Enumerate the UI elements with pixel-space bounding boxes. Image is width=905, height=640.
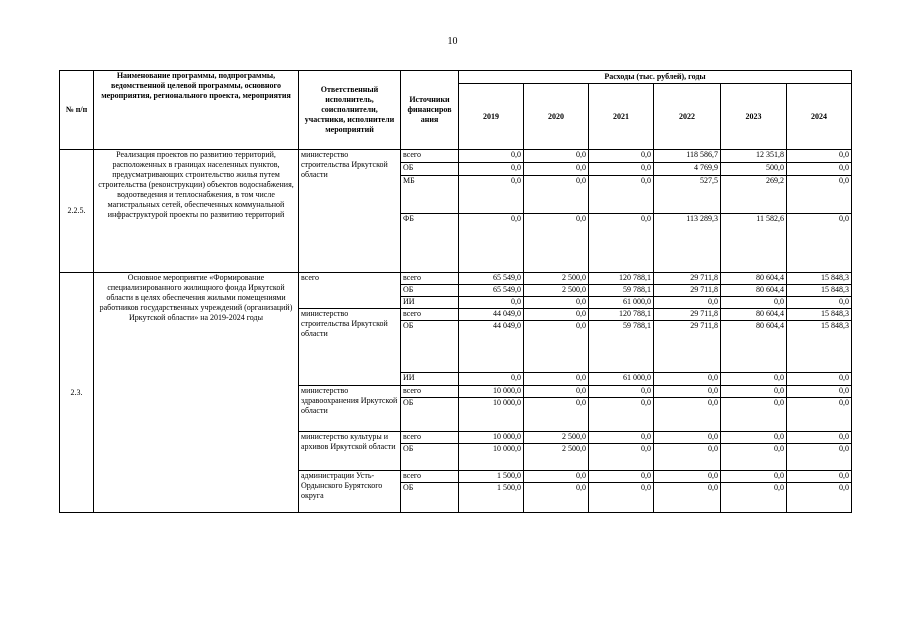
funding-source: ИИ	[401, 373, 459, 386]
expense-value: 0,0	[787, 386, 852, 398]
funding-source: ФБ	[401, 214, 459, 273]
responsible-executor: всего	[299, 273, 401, 309]
expense-value: 15 848,3	[787, 309, 852, 321]
expense-value: 0,0	[589, 163, 654, 176]
expense-value: 0,0	[459, 163, 524, 176]
expense-value: 0,0	[721, 483, 787, 513]
expense-value: 120 788,1	[589, 273, 654, 285]
expense-value: 0,0	[654, 373, 721, 386]
expense-value: 2 500,0	[524, 444, 589, 471]
expense-value: 0,0	[787, 471, 852, 483]
expense-value: 0,0	[787, 214, 852, 273]
expense-value: 0,0	[654, 471, 721, 483]
expense-value: 2 500,0	[524, 432, 589, 444]
expense-value: 500,0	[721, 163, 787, 176]
expense-value: 0,0	[524, 398, 589, 432]
expense-value: 0,0	[589, 483, 654, 513]
responsible-executor: министерство культуры и архивов Иркутской области	[299, 432, 401, 471]
expense-value: 11 582,6	[721, 214, 787, 273]
expense-value: 0,0	[589, 432, 654, 444]
expense-value: 0,0	[524, 150, 589, 163]
expense-value: 2 500,0	[524, 273, 589, 285]
funding-source: всего	[401, 386, 459, 398]
expense-value: 61 000,0	[589, 297, 654, 309]
expense-value: 0,0	[524, 386, 589, 398]
header-sources: Источники финансиров ания	[401, 71, 459, 150]
expense-value: 0,0	[787, 432, 852, 444]
funding-source: МБ	[401, 176, 459, 214]
responsible-executor: министерство строительства Иркутской области	[299, 150, 401, 273]
expense-value: 0,0	[524, 483, 589, 513]
row-number: 2.3.	[60, 273, 94, 513]
expense-value: 0,0	[589, 176, 654, 214]
expense-value: 0,0	[459, 297, 524, 309]
expense-value: 0,0	[787, 444, 852, 471]
expense-value: 10 000,0	[459, 444, 524, 471]
expense-value: 0,0	[524, 471, 589, 483]
expense-value: 113 289,3	[654, 214, 721, 273]
expense-value: 0,0	[589, 386, 654, 398]
expense-value: 0,0	[787, 150, 852, 163]
header-year: 2022	[654, 84, 721, 150]
expense-value: 0,0	[589, 471, 654, 483]
expense-value: 0,0	[787, 398, 852, 432]
expense-value: 15 848,3	[787, 321, 852, 373]
header-year: 2024	[787, 84, 852, 150]
expense-value: 0,0	[459, 214, 524, 273]
expense-value: 0,0	[524, 297, 589, 309]
header-year: 2021	[589, 84, 654, 150]
header-year: 2020	[524, 84, 589, 150]
header-name: Наименование программы, подпрограммы, ведомственной целевой программы, основного мероприятия, регионального проекта, мероприятия	[94, 71, 299, 150]
expense-value: 0,0	[459, 150, 524, 163]
header-num: № п/п	[60, 71, 94, 150]
expense-value: 0,0	[654, 386, 721, 398]
table-body	[60, 150, 852, 513]
expense-value: 0,0	[654, 398, 721, 432]
expense-value: 0,0	[589, 214, 654, 273]
expense-value: 80 604,4	[721, 285, 787, 297]
funding-source: ОБ	[401, 321, 459, 373]
expense-value: 59 788,1	[589, 321, 654, 373]
expense-value: 44 049,0	[459, 321, 524, 373]
expense-value: 2 500,0	[524, 285, 589, 297]
expense-value: 0,0	[721, 373, 787, 386]
expense-value: 0,0	[524, 163, 589, 176]
expense-value: 0,0	[721, 444, 787, 471]
header-year: 2019	[459, 84, 524, 150]
funding-source: ИИ	[401, 297, 459, 309]
activity-name: Реализация проектов по развитию территорий, расположенных в границах населенных пунктов, предусматривающих строительство жилья путем строительства (реконструкции) объектов водоснабжения, водоотведения и теплоснабжения, в том числе магистральных сетей, обеспеченных коммунальной инфраструктурой проекты по развитию территорий	[94, 150, 299, 273]
expense-value: 0,0	[787, 483, 852, 513]
expense-value: 0,0	[459, 373, 524, 386]
expense-value: 0,0	[459, 176, 524, 214]
header-year: 2023	[721, 84, 787, 150]
expense-value: 0,0	[654, 297, 721, 309]
row-number: 2.2.5.	[60, 150, 94, 273]
expense-value: 0,0	[589, 444, 654, 471]
expense-value: 65 549,0	[459, 273, 524, 285]
expense-value: 0,0	[524, 214, 589, 273]
expense-value: 61 000,0	[589, 373, 654, 386]
expense-value: 0,0	[721, 297, 787, 309]
expense-value: 15 848,3	[787, 273, 852, 285]
expense-value: 1 500,0	[459, 471, 524, 483]
table-row	[60, 150, 852, 163]
expense-value: 80 604,4	[721, 321, 787, 373]
funding-source: ОБ	[401, 285, 459, 297]
expense-value: 10 000,0	[459, 432, 524, 444]
funding-source: ОБ	[401, 163, 459, 176]
funding-source: ОБ	[401, 398, 459, 432]
expense-value: 15 848,3	[787, 285, 852, 297]
expense-value: 29 711,8	[654, 285, 721, 297]
expense-value: 65 549,0	[459, 285, 524, 297]
expense-value: 0,0	[654, 444, 721, 471]
funding-source: всего	[401, 150, 459, 163]
responsible-executor: министерство здравоохранения Иркутской области	[299, 386, 401, 432]
expense-value: 0,0	[524, 176, 589, 214]
expense-value: 80 604,4	[721, 309, 787, 321]
expense-value: 10 000,0	[459, 398, 524, 432]
expense-value: 0,0	[721, 432, 787, 444]
expense-value: 269,2	[721, 176, 787, 214]
expense-value: 1 500,0	[459, 483, 524, 513]
responsible-executor: администрации Усть-Ордынского Бурятского округа	[299, 471, 401, 513]
funding-source: всего	[401, 471, 459, 483]
expense-value: 0,0	[721, 398, 787, 432]
expense-value: 0,0	[787, 297, 852, 309]
funding-source: всего	[401, 432, 459, 444]
expense-value: 0,0	[589, 398, 654, 432]
expenses-table	[59, 70, 852, 513]
expense-value: 0,0	[524, 373, 589, 386]
expense-value: 0,0	[589, 150, 654, 163]
expense-value: 527,5	[654, 176, 721, 214]
expense-value: 0,0	[787, 163, 852, 176]
expense-value: 0,0	[721, 386, 787, 398]
funding-source: ОБ	[401, 444, 459, 471]
expense-value: 12 351,8	[721, 150, 787, 163]
header-responsible: Ответственный исполнитель, соисполнители, участники, исполнители мероприятий	[299, 71, 401, 150]
expense-value: 0,0	[787, 176, 852, 214]
expense-value: 29 711,8	[654, 309, 721, 321]
expense-value: 80 604,4	[721, 273, 787, 285]
expense-value: 0,0	[787, 373, 852, 386]
responsible-executor: министерство строительства Иркутской области	[299, 309, 401, 386]
header-expenses: Расходы (тыс. рублей), годы	[459, 71, 852, 84]
expense-value: 4 769,9	[654, 163, 721, 176]
funding-source: всего	[401, 273, 459, 285]
expense-value: 29 711,8	[654, 273, 721, 285]
activity-name: Основное мероприятие «Формирование специализированного жилищного фонда Иркутской области в целях обеспечения жилыми помещениями работников государственных учреждений (организаций) Иркутской области» на 2019-2024 годы	[94, 273, 299, 513]
expense-value: 59 788,1	[589, 285, 654, 297]
expense-value: 0,0	[721, 471, 787, 483]
page-number: 10	[447, 36, 458, 47]
expense-value: 0,0	[524, 309, 589, 321]
expense-value: 118 586,7	[654, 150, 721, 163]
expense-value: 10 000,0	[459, 386, 524, 398]
expense-value: 44 049,0	[459, 309, 524, 321]
funding-source: ОБ	[401, 483, 459, 513]
expense-value: 0,0	[524, 321, 589, 373]
funding-source: всего	[401, 309, 459, 321]
expense-value: 120 788,1	[589, 309, 654, 321]
expense-value: 0,0	[654, 483, 721, 513]
expense-value: 0,0	[654, 432, 721, 444]
expense-value: 29 711,8	[654, 321, 721, 373]
table-row	[60, 273, 852, 285]
